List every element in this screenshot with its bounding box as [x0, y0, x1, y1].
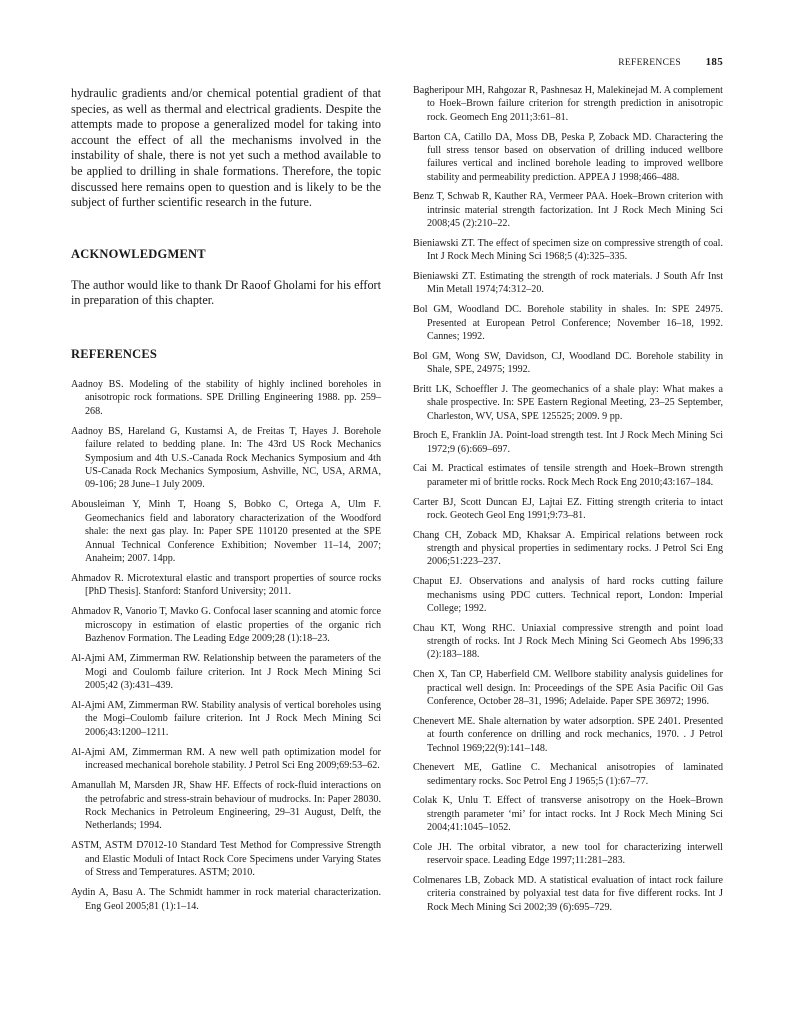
reference-entry: Britt LK, Schoeffler J. The geomechanics of a shale play: What makes a shale prospective. In: SPE Eastern Regional Meeting, 23–25 September, Charleston, WV, USA, SPE 125525; 2009. 9 pp. — [413, 383, 723, 422]
reference-entry: Cole JH. The orbital vibrator, a new tool for characterizing interwell reservoir space. Leading Edge 1997;11:281–283. — [413, 841, 723, 867]
acknowledgment-heading: ACKNOWLEDGMENT — [71, 246, 206, 261]
reference-entry: Ahmadov R. Microtextural elastic and transport properties of source rocks [PhD Thesis]. Stanford: Stanford University; 2011. — [71, 573, 381, 598]
reference-entry: Chenevert ME, Gatline C. Mechanical anisotropies of laminated sedimentary rocks. Soc Petrol Eng J 1965;5 (1):67–77. — [413, 762, 723, 787]
right-column — [413, 84, 723, 920]
reference-entry: Benz T, Schwab R, Kauther RA, Vermeer PAA. Hoek–Brown criterion with intrinsic material strength factorization. Int J Rock Mech Mining Sci 2008;45 (2):210–22. — [413, 191, 723, 230]
reference-entry: Bagheripour MH, Rahgozar R, Pashnesaz H, Malekinejad M. A complement to Hoek–Brown failure criterion for strength prediction in anisotropic rock. Geomech Eng 2011;3:61–81. — [413, 85, 723, 123]
reference-entry: Aadnoy BS, Hareland G, Kustamsi A, de Freitas T, Hayes J. Borehole failure related to bedding plane. In: The 43rd US Rock Mechanics Symposium and 4th U.S.-Canada Rock Mechanics Symposium and 4th US-Canada Rock Mechanics Symposium, Ashville, NC, USA, ARMA, 09-106; 28 June–1 July 2009. — [71, 425, 381, 491]
reference-entry: Abousleiman Y, Minh T, Hoang S, Bobko C, Ortega A, Ulm F. Geomechanics field and laboratory characterization of the Woodford shale: the next gas play. In: Paper SPE 110120 presented at the SPE Annual Technical Conference Exhibition; November 11–14, 2007; Anaheim; 2007. 14pp. — [71, 499, 381, 564]
references-list-left — [71, 378, 381, 913]
acknowledgment-text: The author would like to thank Dr Raoof Gholami for his effort in preparation of this chapter. — [71, 277, 381, 308]
reference-entry: Bol GM, Wong SW, Davidson, CJ, Woodland DC. Borehole stability in Shale, SPE, 24975; 1992. — [413, 350, 723, 376]
reference-entry: Amanullah M, Marsden JR, Shaw HF. Effects of rock-fluid interactions on the petrofabric and stress-strain behaviour of mudrocks. In: Paper 28030. Rock Mechanics in Petroleum Engineering, 29–31 August, Delft, the Netherlands; 1994. — [71, 780, 381, 832]
reference-entry: Bieniawski ZT. Estimating the strength of rock materials. J South Afr Inst Min Metall 1974;74:312–20. — [413, 271, 723, 296]
reference-entry: Carter BJ, Scott Duncan EJ, Lajtai EZ. Fitting strength criteria to intact rock. Geotech Geol Eng 1991;9:73–81. — [413, 496, 723, 521]
reference-entry: Chau KT, Wong RHC. Uniaxial compressive strength and point load strength of rocks. Int J Rock Mech Mining Sci Geomech Abs 1996;33 (2):183–188. — [413, 622, 723, 661]
reference-entry: Bol GM, Woodland DC. Borehole stability in shales. In: SPE 24975. Presented at European Petrol Conference; November 16–18, 1992. Cannes; 1992. — [413, 304, 723, 342]
references-heading: REFERENCES — [71, 346, 158, 361]
reference-entry: Al-Ajmi AM, Zimmerman RM. A new well path optimization model for increased mechanical borehole stability. J Petrol Sci Eng 2009;69:53–62. — [71, 746, 381, 772]
page-number: 185 — [705, 56, 723, 68]
reference-entry: Cai M. Practical estimates of tensile strength and Hoek–Brown strength parameter mi of brittle rocks. Rock Mech Rock Eng 2010;43:167–184. — [413, 463, 723, 488]
reference-entry: Chaput EJ. Observations and analysis of hard rocks cutting failure mechanisms using PDC cutters. Technical report, London: Imperial College; 1992. — [413, 576, 723, 614]
reference-entry: Al-Ajmi AM, Zimmerman RW. Relationship between the parameters of the Mogi and Coulomb failure criterion. Int J Rock Mech Mining Sci 2005;42 (3):431–439. — [71, 653, 381, 692]
reference-entry: ASTM, ASTM D7012-10 Standard Test Method for Compressive Strength and Elastic Moduli of Intact Rock Core Specimens under Varying States of Stress and Temperatures. ASTM; 2010. — [71, 840, 381, 879]
reference-entry: Colmenares LB, Zoback MD. A statistical evaluation of intact rock failure criteria constrained by polyaxial test data for five different rocks. Int J Rock Mech Mining Sci 2002;39 (6):695–729. — [413, 874, 723, 913]
reference-entry: Bieniawski ZT. The effect of specimen size on compressive strength of coal. Int J Rock Mech Mining Sci 1968;5 (4):325–335. — [413, 237, 723, 263]
reference-entry: Chenevert ME. Shale alternation by water adsorption. SPE 2401. Presented at fourth conference on drilling and rock mechanics, 1970. . J Petrol Technol 1969;22(9):141–148. — [413, 715, 723, 754]
reference-entry: Barton CA, Catillo DA, Moss DB, Peska P, Zoback MD. Charactering the full stress tensor based on observation of drilling induced wellbore failures vertical and inclined borehole leading to improved wellbore stability and permeability prediction. APPEA J 1998;466–488. — [413, 131, 723, 183]
running-header-section: REFERENCES — [618, 58, 681, 68]
reference-entry: Chen X, Tan CP, Haberfield CM. Wellbore stability analysis guidelines for practical well design. In: Proceedings of the SPE Asia Pacific Oil Gas Conference, October 28–31, 1996; Adelaide. Paper SPE 36972; 1996. — [413, 669, 723, 707]
reference-entry: Broch E, Franklin JA. Point-load strength test. Int J Rock Mech Mining Sci 1972;9 (6):669–697. — [413, 430, 723, 455]
left-column — [71, 86, 381, 920]
running-header — [618, 56, 723, 68]
reference-entry: Chang CH, Zoback MD, Khaksar A. Empirical relations between rock strength and physical properties in sedimentary rocks. J Petrol Sci Eng 2006;51:223–237. — [413, 529, 723, 568]
references-list-right — [413, 84, 723, 914]
reference-entry: Colak K, Unlu T. Effect of transverse anisotropy on the Hoek–Brown strength parameter ‘mi’ for intact rocks. Int J Rock Mech Mining Sci 2004;41:1045–1052. — [413, 795, 723, 834]
intro-paragraph: hydraulic gradients and/or chemical potential gradient of that species, as well as thermal and electrical gradients. Despite the attempts made to propose a generalized model for taking into account the effect of all the mechanisms involved in the instability of shale, there is not yet such a method available to be applied to drilling in shale formations. Therefore, the topic discussed here remains open to question and is likely to be the subject of further scientific research in the future. — [71, 86, 381, 210]
reference-entry: Aydin A, Basu A. The Schmidt hammer in rock material characterization. Eng Geol 2005;81 (1):1–14. — [71, 887, 381, 912]
reference-entry: Aadnoy BS. Modeling of the stability of highly inclined boreholes in anisotropic rock formations. SPE Drilling Engineering 1988. pp. 259–268. — [71, 378, 381, 417]
reference-entry: Al-Ajmi AM, Zimmerman RW. Stability analysis of vertical boreholes using the Mogi–Coulomb failure criterion. Int J Rock Mech Mining Sci 2006;43:1200–1211. — [71, 700, 381, 738]
reference-entry: Ahmadov R, Vanorio T, Mavko G. Confocal laser scanning and atomic force microscopy in estimation of elastic properties of the organic rich Bazhenov Formation. The Leading Edge 2009;28 (1):18–23. — [71, 606, 381, 645]
